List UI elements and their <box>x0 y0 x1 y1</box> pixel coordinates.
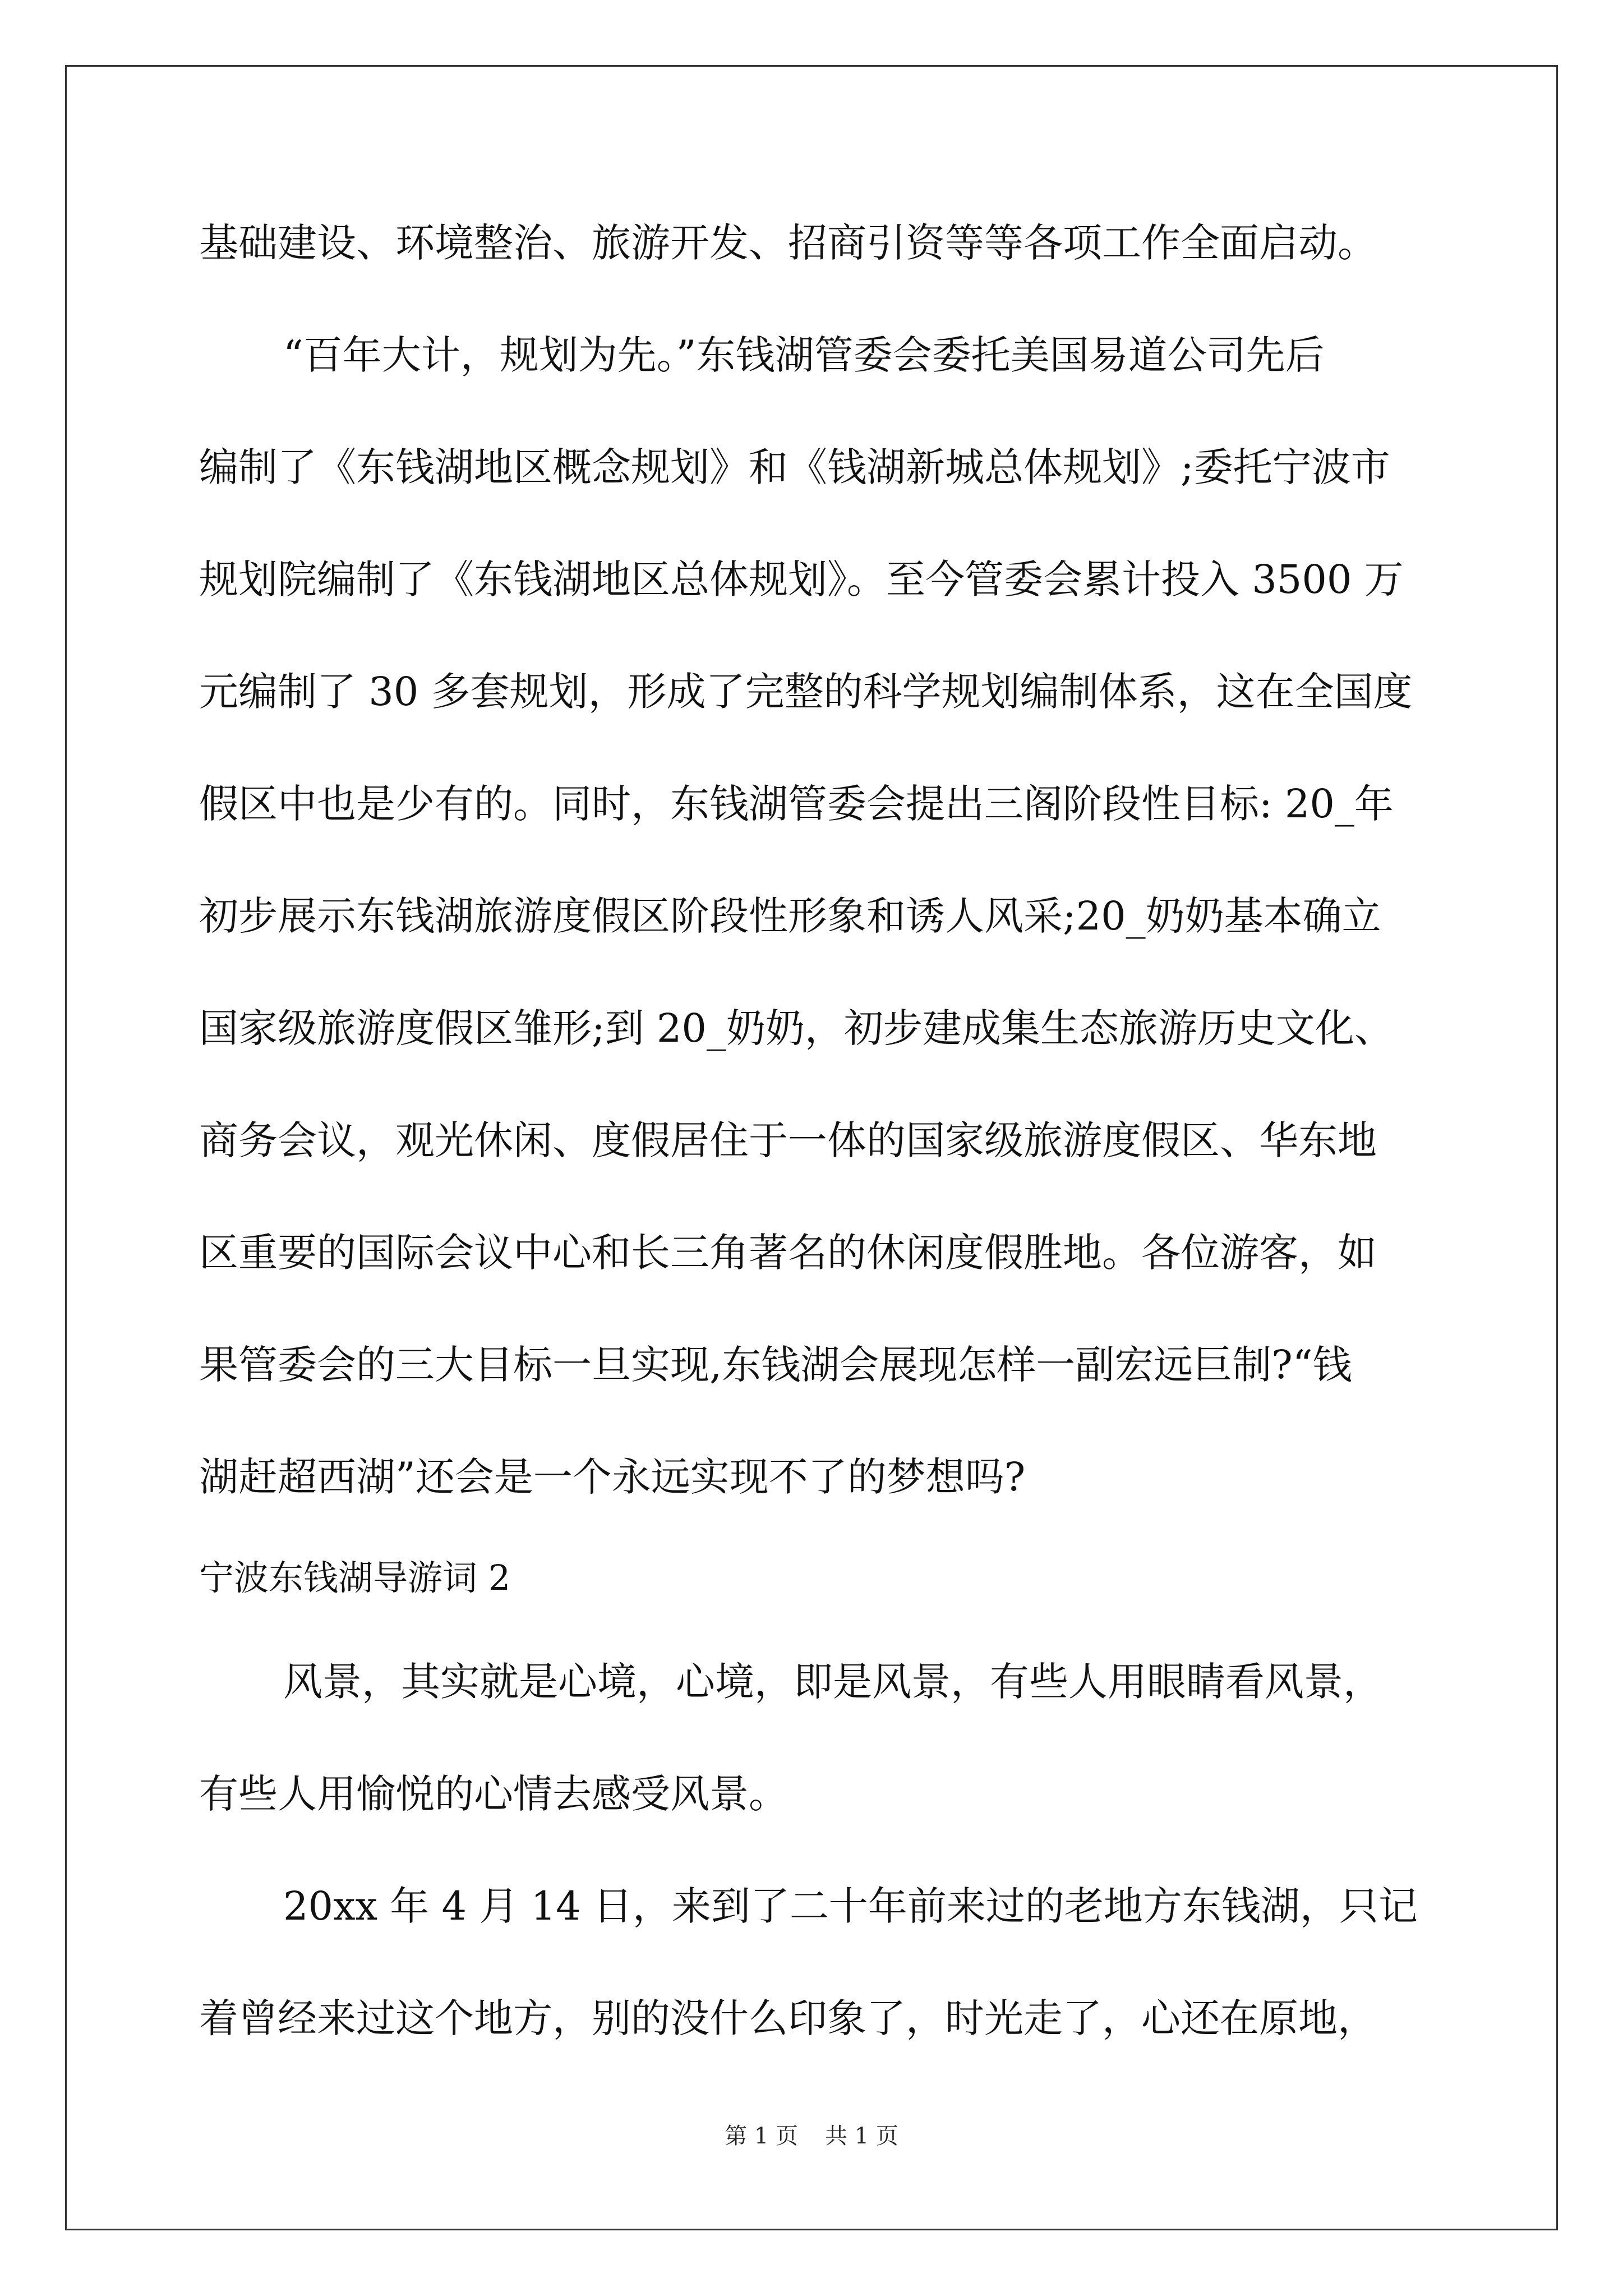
page-number: 第 1 页 <box>725 2123 798 2149</box>
text-line: 假区中也是少有的。同时，东钱湖管委会提出三阁阶段性目标: 20_年 <box>199 781 1394 827</box>
text-line: 国家级旅游度假区雏形;到 20_奶奶，初步建成集生态旅游历史文化、 <box>199 1005 1394 1051</box>
text-line: 20xx 年 4 月 14 日，来到了二十年前来过的老地方东钱湖，只记 <box>283 1883 1418 1929</box>
text-line: 规划院编制了《东钱湖地区总体规划》。至今管委会累计投入 3500 万 <box>199 556 1404 602</box>
text-line: 风景，其实就是心境，心境，即是风景，有些人用眼睛看风景， <box>283 1659 1382 1705</box>
text-line: 商务会议，观光休闲、度假居住于一体的国家级旅游度假区、华东地 <box>199 1117 1377 1163</box>
text-line: 初步展示东钱湖旅游度假区阶段性形象和诱人风采;20_奶奶基本确立 <box>199 893 1381 939</box>
page-total: 共 1 页 <box>825 2123 898 2149</box>
section-title: 宁波东钱湖导游词 2 <box>199 1557 511 1598</box>
page-footer <box>0 2119 1623 2153</box>
text-line: 着曾经来过这个地方，别的没什么印象了，时光走了，心还在原地， <box>199 1995 1377 2041</box>
text-line: 湖赶超西湖”还会是一个永远实现不了的梦想吗? <box>199 1454 1026 1500</box>
text-line: 编制了《东钱湖地区概念规划》和《钱湖新城总体规划》;委托宁波市 <box>199 444 1390 490</box>
text-line: 果管委会的三大目标一旦实现,东钱湖会展现怎样一副宏远巨制?“钱 <box>199 1342 1352 1388</box>
text-line: 基础建设、环境整治、旅游开发、招商引资等等各项工作全面启动。 <box>199 220 1377 266</box>
text-line: 区重要的国际会议中心和长三角著名的休闲度假胜地。各位游客，如 <box>199 1230 1377 1276</box>
text-line: 元编制了 30 多套规划，形成了完整的科学规划编制体系，这在全国度 <box>199 669 1413 715</box>
text-line: “百年大计，规划为先。”东钱湖管委会委托美国易道公司先后 <box>283 332 1325 378</box>
text-line: 有些人用愉悦的心情去感受风景。 <box>199 1771 788 1817</box>
